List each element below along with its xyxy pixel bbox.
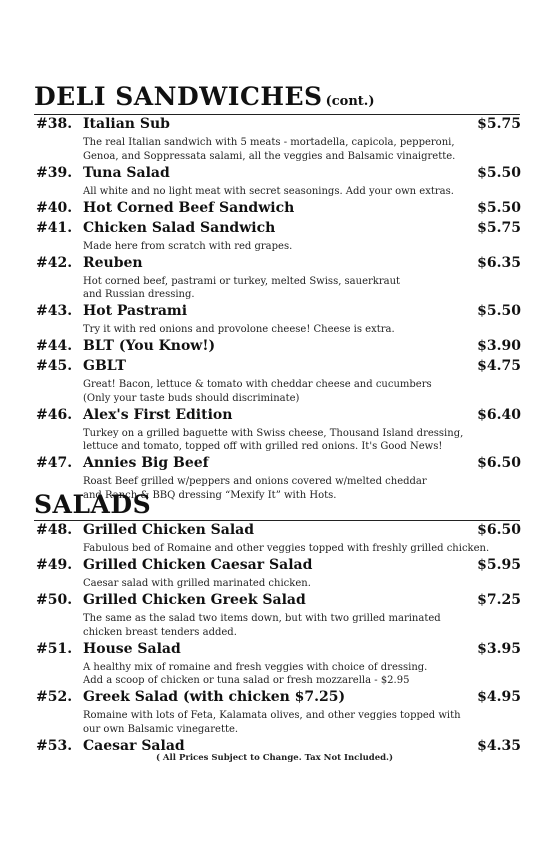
item-number: #46.	[36, 406, 73, 423]
item-price: $5.50	[477, 164, 521, 181]
menu-item	[36, 592, 521, 639]
item-name: GBLT	[83, 358, 126, 374]
item-name: House Salad	[83, 640, 181, 657]
item-number: #43.	[36, 303, 73, 319]
item-name: Italian Sub	[83, 116, 170, 132]
item-description: Try it with red onions and provolone cheese! Cheese is extra.	[83, 324, 395, 335]
item-description: Romaine with lots of Feta, Kalamata olives, and other veggies topped with	[83, 710, 461, 721]
item-name: Tuna Salad	[83, 164, 170, 181]
item-name: Alex's First Edition	[83, 406, 233, 423]
menu-item	[36, 407, 521, 454]
item-price: $5.50	[477, 199, 521, 216]
item-number: #47.	[36, 455, 73, 471]
item-description: Made here from scratch with red grapes.	[83, 240, 293, 252]
item-number: #49.	[36, 557, 73, 573]
menu-item-header	[36, 592, 521, 612]
item-number: #50.	[36, 592, 73, 608]
item-description: our own Balsamic vinegarette.	[83, 723, 239, 735]
item-number: #45.	[36, 358, 73, 374]
menu-item-header	[36, 689, 521, 709]
menu-item	[36, 338, 521, 358]
item-description: (Only your taste buds should discriminate)	[83, 392, 300, 404]
item-description: Turkey on a grilled baguette with Swiss cheese, Thousand Island dressing,	[83, 427, 464, 439]
deli-cont-label: (cont.)	[325, 94, 375, 109]
menu-item	[36, 689, 521, 736]
item-price: $6.40	[477, 406, 521, 423]
item-description: and Ranch & BBQ dressing “Mexify It” with Hots.	[83, 489, 337, 501]
menu-item	[36, 165, 521, 199]
item-price: $6.50	[477, 522, 521, 538]
item-description: A healthy mix of romaine and fresh veggies with choice of dressing.	[83, 661, 428, 673]
menu-item	[36, 116, 521, 163]
menu-item	[36, 522, 521, 556]
item-price: $5.50	[477, 303, 521, 319]
item-number: #44.	[36, 338, 73, 354]
item-description: lettuce and tomato, topped off with grilled red onions. It's Good News!	[83, 441, 443, 452]
item-price: $7.25	[477, 592, 521, 608]
item-price: $4.75	[477, 358, 521, 374]
item-description: The real Italian sandwich with 5 meats - mortadella, capicola, pepperoni,	[83, 137, 455, 148]
item-number: #38.	[36, 116, 73, 132]
item-number: #48.	[36, 522, 73, 538]
item-description: Caesar salad with grilled marinated chicken.	[83, 578, 311, 589]
menu-item	[36, 303, 521, 337]
item-description: and Russian dressing.	[83, 289, 195, 300]
menu-item	[36, 358, 521, 405]
item-description: Genoa, and Soppressata salami, all the veggies and Balsamic vinaigrette.	[83, 150, 456, 162]
menu-item	[36, 220, 521, 254]
item-description: chicken breast tenders added.	[83, 626, 237, 638]
menu-item	[36, 557, 521, 591]
deli-divider	[34, 114, 520, 115]
menu-item-header	[36, 338, 521, 358]
item-description: Roast Beef grilled w/peppers and onions covered w/melted cheddar	[83, 476, 427, 487]
menu-item-header	[36, 407, 521, 427]
item-number: #53.	[36, 737, 73, 754]
item-number: #52.	[36, 689, 73, 705]
item-name: Chicken Salad Sandwich	[83, 219, 276, 236]
item-price: $5.75	[477, 219, 521, 236]
salads-divider	[34, 520, 520, 521]
item-name: Hot Pastrami	[83, 303, 188, 319]
item-number: #41.	[36, 219, 73, 236]
item-price: $5.95	[477, 557, 521, 573]
item-description: Hot corned beef, pastrami or turkey, melted Swiss, sauerkraut	[83, 275, 401, 287]
menu-item-header	[36, 303, 521, 323]
item-name: BLT (You Know!)	[83, 338, 216, 354]
deli-section-title	[34, 82, 374, 111]
item-name: Hot Corned Beef Sandwich	[83, 199, 295, 216]
item-description: The same as the salad two items down, but with two grilled marinated	[83, 613, 441, 624]
menu-item-header	[36, 522, 521, 542]
item-price: $4.35	[477, 737, 521, 754]
menu-item-header	[36, 220, 521, 240]
item-number: #51.	[36, 640, 73, 657]
item-price: $6.35	[477, 254, 521, 271]
item-name: Grilled Chicken Caesar Salad	[83, 557, 313, 573]
item-price: $3.90	[477, 338, 521, 354]
salads-title-text: SALADS	[34, 490, 152, 519]
item-number: #40.	[36, 199, 73, 216]
item-description: Fabulous bed of Romaine and other veggies topped with freshly grilled chicken.	[83, 543, 490, 554]
menu-item	[36, 641, 521, 688]
menu-item	[36, 200, 521, 220]
menu-item-header	[36, 641, 521, 661]
menu-item	[36, 255, 521, 302]
deli-title-text: DELI SANDWICHES	[34, 82, 323, 111]
item-name: Grilled Chicken Salad	[83, 522, 255, 538]
menu-item-header	[36, 455, 521, 475]
menu-item-header	[36, 200, 521, 220]
menu-item-header	[36, 165, 521, 185]
item-number: #39.	[36, 164, 73, 181]
item-name: Grilled Chicken Greek Salad	[83, 592, 306, 608]
item-name: Annies Big Beef	[83, 455, 209, 471]
item-price: $3.95	[477, 640, 521, 657]
item-name: Reuben	[83, 254, 143, 271]
price-disclaimer: ( All Prices Subject to Change. Tax Not Included.)	[155, 753, 394, 763]
item-price: $4.95	[477, 689, 521, 705]
menu-item-header	[36, 255, 521, 275]
item-price: $6.50	[477, 455, 521, 471]
item-description: Add a scoop of chicken or tuna salad or fresh mozzarella - $2.95	[83, 675, 410, 686]
salads-section-title	[34, 490, 151, 519]
item-description: Great! Bacon, lettuce & tomato with cheddar cheese and cucumbers	[83, 379, 432, 390]
menu-item-header	[36, 358, 521, 378]
menu-item-header	[36, 557, 521, 577]
item-price: $5.75	[477, 116, 521, 132]
item-name: Greek Salad (with chicken $7.25)	[83, 689, 346, 705]
item-number: #42.	[36, 254, 73, 271]
item-description: All white and no light meat with secret seasonings. Add your own extras.	[83, 185, 454, 197]
item-name: Caesar Salad	[83, 737, 185, 754]
menu-item-header	[36, 116, 521, 136]
